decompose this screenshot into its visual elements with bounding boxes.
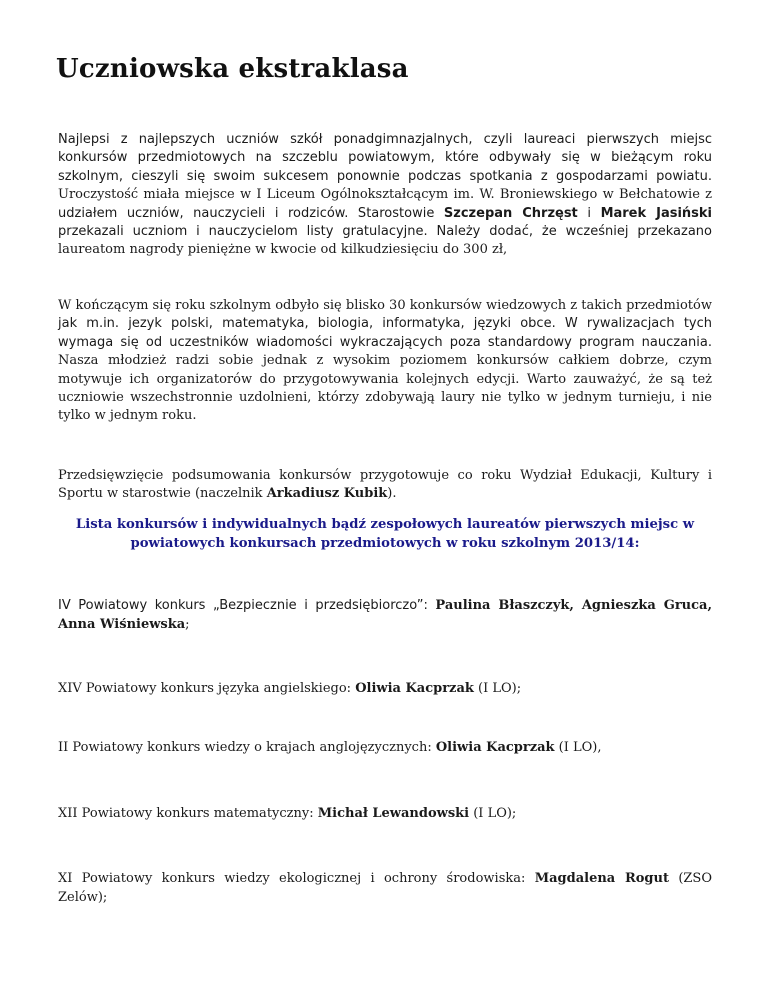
organizer-text-a: Przedsięwzięcie podsumowania konkursów przygotowuje co roku Wydział Edukacji, Kultury i Sportu: [58, 468, 712, 502]
entry-text: II Powiatowy konkurs wiedzy o krajach anglojęzycznych:: [58, 740, 432, 755]
intro-text-c: udziałem uczniów, nauczycieli i rodziców. Starostowie: [58, 205, 435, 221]
intro-text-b: Uroczystość miała miejsce w I Liceum Ogólnokształcącym im. W. Broniewskiego w Bełchatowie z: [58, 187, 712, 203]
organizer-paragraph: [58, 467, 712, 504]
list-item: [58, 680, 712, 699]
list-item: [58, 870, 712, 907]
entry-names: Michał Lewandowski: [317, 806, 470, 821]
intro-text-d: przekazali uczniom i nauczycielom listy gratulacyjne. Należy dodać, że wcześniej przekazano: [58, 224, 712, 240]
competitions-text-b: jak m.in. jezyk polski, matematyka, biologia, informatyka, języki obce. W rywalizacjach tych wymaga się od uczestników wiadomości wykraczających poza standardowy program nauczania.: [58, 316, 712, 350]
competitions-text-a: W kończącym się roku szkolnym odbyło się blisko 30 konkursów wiedzowych z takich przedmiotów: [58, 298, 712, 313]
entry-text: XIV Powiatowy konkurs języka angielskiego:: [58, 681, 352, 696]
person-name: Arkadiusz Kubik: [266, 486, 388, 502]
entry-names: Magdalena Rogut: [534, 871, 669, 886]
person-name: Szczepan Chrzęst: [443, 205, 578, 221]
entry-text: XI Powiatowy konkurs wiedzy ekologicznej i ochrony środowiska:: [58, 871, 526, 886]
entry-names: Paulina Błaszczyk, Agnieszka Gruca, Anna Wiśniewska: [58, 598, 712, 632]
entry-suffix: (ZSO Zelów);: [58, 871, 712, 905]
list-item: [58, 739, 712, 758]
list-item: [58, 597, 712, 634]
entry-suffix: (I LO),: [554, 740, 602, 755]
entry-suffix: ;: [185, 616, 190, 632]
list-heading: Lista konkursów i indywidualnych bądź zespołowych laureatów pierwszych miejsc w powiatowych konkursach przedmiotowych w roku szkolnym 2013/14:: [75, 517, 695, 551]
organizer-text-c: ).: [387, 486, 397, 502]
intro-text-a: Najlepsi z najlepszych uczniów szkół ponadgimnazjalnych, czyli laureaci pierwszych miejsc konkursów przedmiotowych na szczeblu powiatowym, które odbywały się w bieżącym roku szkolnym, cieszyli się swoim sukcesem ponownie podczas spotkania z gospodarzami powiatu.: [58, 132, 712, 184]
intro-paragraph: [58, 131, 712, 260]
person-name: Marek Jasiński: [600, 205, 713, 221]
entry-text: XII Powiatowy konkurs matematyczny:: [58, 806, 314, 821]
page-title: Uczniowska ekstraklasa: [56, 54, 409, 84]
list-item: [58, 805, 712, 824]
conjunction: i: [587, 205, 591, 221]
entry-text: IV Powiatowy konkurs „Bezpiecznie i przedsiębiorczo”:: [58, 598, 428, 613]
competitions-paragraph: [58, 297, 712, 426]
competitions-text-d: wszechstronnie uzdolnieni, którzy zdobywają laury nie tylko w jednym turnieju, i nie tylko w jednym roku.: [58, 390, 712, 424]
intro-text-e: laureatom nagrody pieniężne w kwocie od kilkudziesięciu do 300 zł,: [58, 242, 508, 258]
entry-names: Oliwia Kacprzak: [435, 740, 555, 755]
organizer-text-b: w starostwie (naczelnik: [107, 486, 263, 502]
entry-names: Oliwia Kacprzak: [355, 681, 474, 696]
competitions-text-c: Nasza młodzież radzi sobie jednak z wysokim poziomem konkursów całkiem dobrze, czym motywuje ich organizatorów do przygotowywania kolejnych edycji. Warto zauważyć, że są też uczniowie: [58, 353, 712, 406]
entry-suffix: (I LO);: [469, 806, 517, 821]
entry-suffix: (I LO);: [473, 681, 522, 696]
